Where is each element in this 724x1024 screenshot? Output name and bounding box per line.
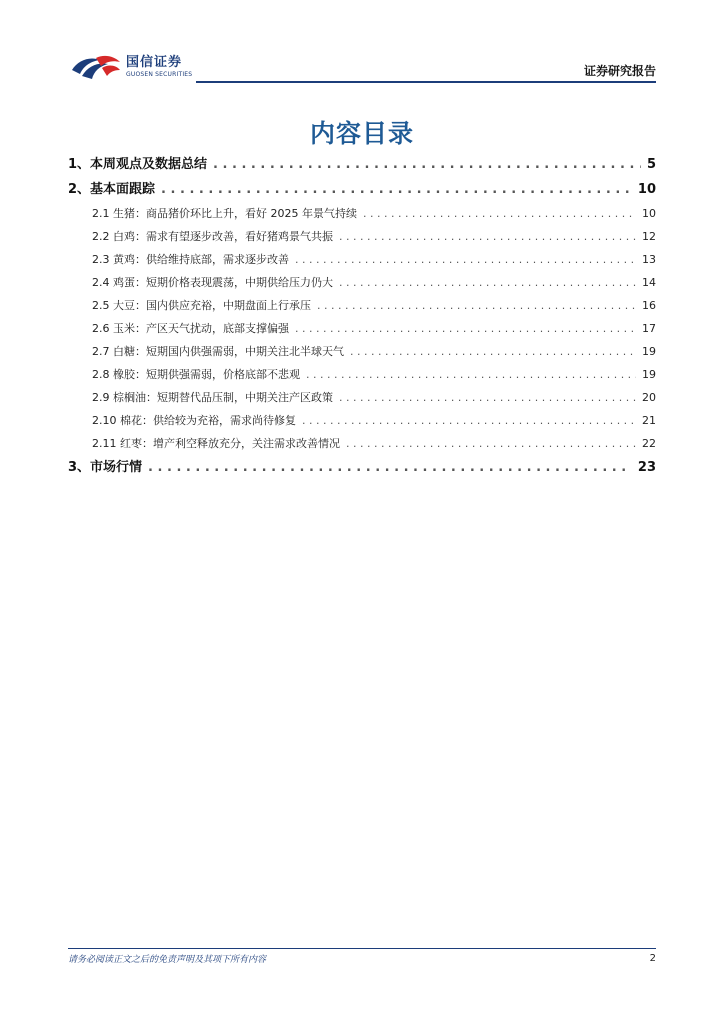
toc-subsection-entry[interactable] xyxy=(68,386,656,409)
toc-entry-label: 2.10 棉花：供给较为充裕，需求尚待修复 xyxy=(92,414,296,427)
toc-dot-leader xyxy=(295,248,636,271)
toc-entry-label: 2.4 鸡蛋：短期价格表现震荡，中期供给压力仍大 xyxy=(92,276,333,289)
toc-section-entry[interactable] xyxy=(68,152,656,177)
toc-dot-leader xyxy=(148,455,632,480)
toc-subsection-entry[interactable] xyxy=(68,363,656,386)
toc-entry-label: 2.1 生猪：商品猪价环比上升，看好 2025 年景气持续 xyxy=(92,207,357,220)
toc-entry-page: 10 xyxy=(637,182,656,197)
toc-entry-page: 22 xyxy=(642,437,656,450)
toc-entry-page: 10 xyxy=(642,207,656,220)
toc-dot-leader xyxy=(339,271,636,294)
table-of-contents xyxy=(68,152,656,480)
toc-entry-label: 1、本周观点及数据总结 xyxy=(68,157,208,172)
report-type-label: 证券研究报告 xyxy=(583,64,656,78)
toc-dot-leader xyxy=(339,225,636,248)
toc-dot-leader xyxy=(306,363,636,386)
disclaimer-text: 请务必阅读正文之后的免责声明及其项下所有内容 xyxy=(68,955,267,965)
toc-title: 内容目录 xyxy=(309,119,414,148)
toc-dot-leader xyxy=(295,317,636,340)
toc-entry-label: 3、市场行情 xyxy=(68,460,143,475)
toc-entry-page: 5 xyxy=(646,157,656,172)
toc-dot-leader xyxy=(213,152,641,177)
toc-subsection-entry[interactable] xyxy=(68,248,656,271)
toc-entry-label: 2、基本面跟踪 xyxy=(68,182,156,197)
toc-entry-page: 23 xyxy=(637,460,656,475)
footer-divider xyxy=(68,948,656,949)
toc-entry-label: 2.3 黄鸡：供给维持底部，需求逐步改善 xyxy=(92,253,289,266)
guosen-logo-mark-icon xyxy=(68,52,124,82)
page-number: 2 xyxy=(649,953,656,964)
toc-dot-leader xyxy=(363,202,636,225)
toc-subsection-entry[interactable] xyxy=(68,294,656,317)
toc-entry-label: 2.7 白糖：短期国内供强需弱，中期关注北半球天气 xyxy=(92,345,344,358)
toc-section-entry[interactable] xyxy=(68,177,656,202)
toc-subsection-entry[interactable] xyxy=(68,409,656,432)
guosen-logo xyxy=(68,50,228,84)
toc-subsection-entry[interactable] xyxy=(68,225,656,248)
toc-section-entry[interactable] xyxy=(68,455,656,480)
toc-entry-page: 20 xyxy=(642,391,656,404)
header-divider xyxy=(196,81,656,83)
toc-dot-leader xyxy=(161,177,632,202)
toc-dot-leader xyxy=(317,294,636,317)
toc-entry-label: 2.6 玉米：产区天气扰动，底部支撑偏强 xyxy=(92,322,289,335)
toc-entry-label: 2.2 白鸡：需求有望逐步改善，看好猪鸡景气共振 xyxy=(92,230,333,243)
toc-entry-page: 16 xyxy=(642,299,656,312)
logo-chinese-name: 国信证券 xyxy=(126,55,183,70)
toc-dot-leader xyxy=(339,386,636,409)
toc-entry-label: 2.8 橡胶：短期供强需弱，价格底部不悲观 xyxy=(92,368,300,381)
toc-subsection-entry[interactable] xyxy=(68,432,656,455)
toc-entry-page: 13 xyxy=(642,253,656,266)
toc-entry-page: 17 xyxy=(642,322,656,335)
toc-dot-leader xyxy=(350,340,636,363)
toc-entry-page: 14 xyxy=(642,276,656,289)
logo-english-name: GUOSEN SECURITIES xyxy=(126,71,193,78)
toc-subsection-entry[interactable] xyxy=(68,271,656,294)
toc-entry-label: 2.11 红枣：增产利空释放充分，关注需求改善情况 xyxy=(92,437,340,450)
page-header xyxy=(68,50,656,84)
toc-subsection-entry[interactable] xyxy=(68,317,656,340)
toc-subsection-entry[interactable] xyxy=(68,202,656,225)
toc-entry-page: 19 xyxy=(642,368,656,381)
toc-dot-leader xyxy=(346,432,636,455)
toc-entry-label: 2.5 大豆：国内供应充裕，中期盘面上行承压 xyxy=(92,299,311,312)
toc-dot-leader xyxy=(302,409,636,432)
toc-entry-page: 21 xyxy=(642,414,656,427)
toc-subsection-entry[interactable] xyxy=(68,340,656,363)
toc-entry-page: 19 xyxy=(642,345,656,358)
toc-entry-label: 2.9 棕榈油：短期替代品压制，中期关注产区政策 xyxy=(92,391,333,404)
toc-entry-page: 12 xyxy=(642,230,656,243)
